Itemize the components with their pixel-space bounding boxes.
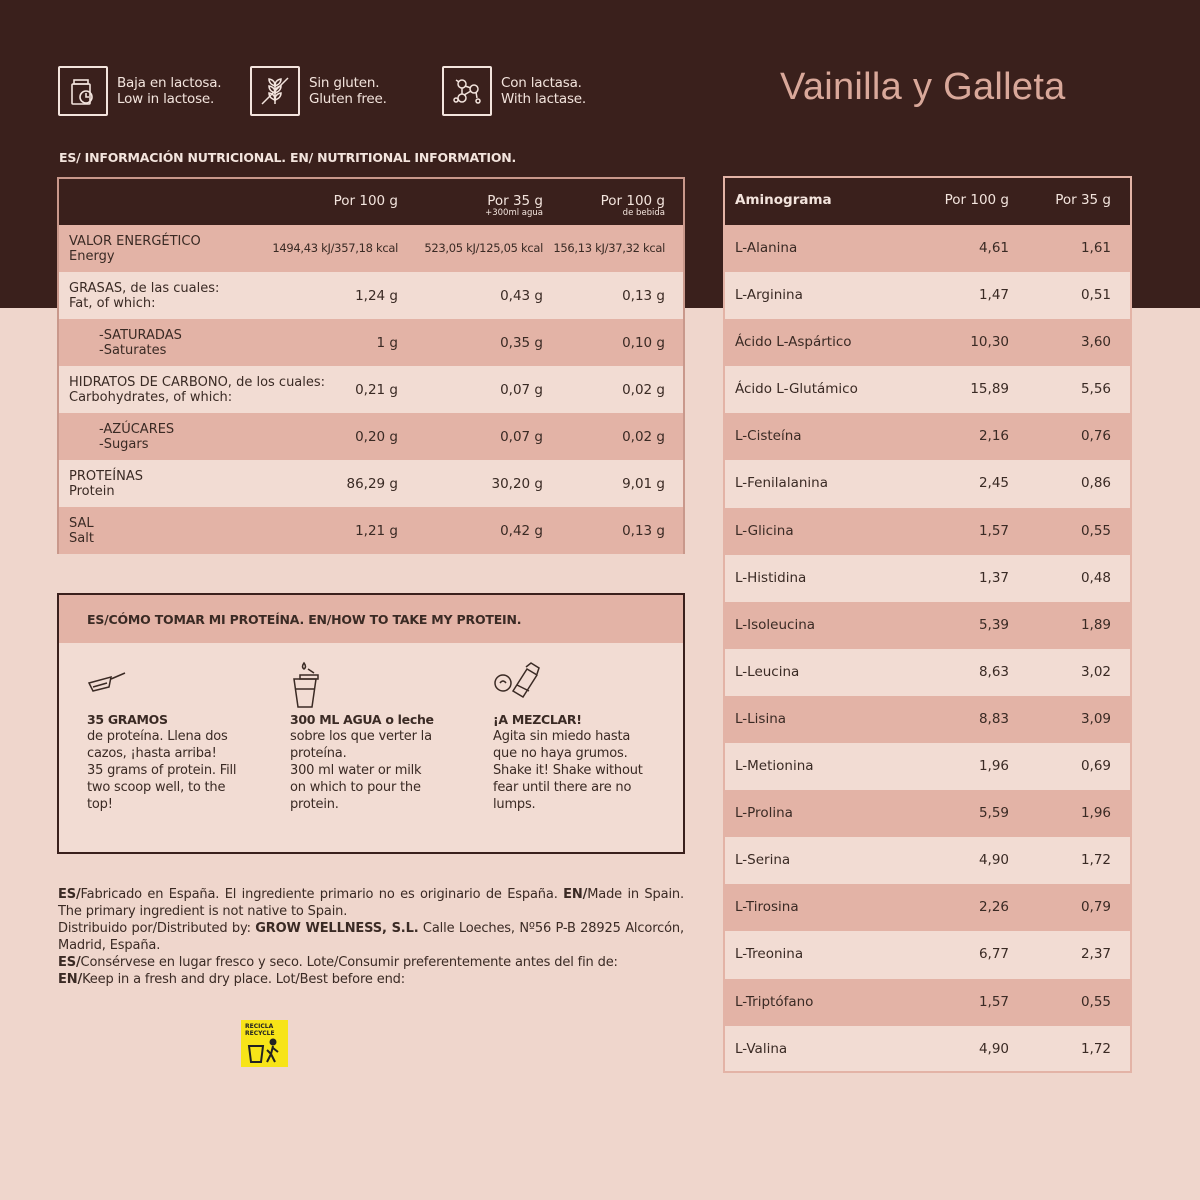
amino-value-per35: 3,02	[1080, 663, 1111, 680]
aminogram-row	[725, 696, 1130, 743]
how-to-step-body: de proteína. Llena dos cazos, ¡hasta arriba! 35 grams of protein. Fill two scoop well, to the top!	[87, 729, 237, 812]
nutrition-value-per35: 523,05 kJ/125,05 kcal	[424, 241, 543, 255]
aminogram-col-per100: Por 100 g	[944, 192, 1009, 208]
aminogram-row	[725, 225, 1130, 272]
amino-acid-name: L-Metionina	[735, 758, 814, 775]
recycle-bin-icon	[247, 1038, 283, 1064]
amino-acid-name: L-Serina	[735, 852, 791, 869]
nutrition-value-per100-drink: 0,13 g	[622, 523, 665, 539]
nutrition-value-per35: 0,35 g	[500, 335, 543, 351]
amino-value-per35: 0,55	[1080, 993, 1111, 1010]
amino-value-per100: 4,90	[978, 1040, 1009, 1057]
how-to-step-body: sobre los que verter la proteína. 300 ml water or milk on which to pour the protein.	[290, 729, 432, 812]
footer-en-tag: EN/	[58, 972, 83, 987]
aminogram-row	[725, 555, 1130, 602]
badge-with-lactase-line1: Con lactasa.	[501, 75, 582, 91]
nutrition-row-fat	[59, 272, 683, 319]
nutrition-row-sugars	[59, 413, 683, 460]
footer-en-tag: EN/	[563, 887, 588, 902]
nutrition-col-per35-label: Por 35 g	[487, 193, 543, 209]
aminogram-row	[725, 790, 1130, 837]
how-to-step-title: 300 ML AGUA o leche	[290, 712, 434, 727]
how-to-step-1	[87, 661, 252, 813]
amino-value-per100: 8,63	[978, 663, 1009, 680]
amino-value-per35: 3,60	[1080, 334, 1111, 351]
nutrition-row-label-en: Fat, of which:	[69, 296, 156, 311]
aminogram-row	[725, 602, 1130, 649]
nutrition-row-label-en: Protein	[69, 484, 115, 499]
shaker-icon	[493, 661, 658, 711]
aminogram-header	[725, 178, 1130, 225]
how-to-heading: ES/CÓMO TOMAR MI PROTEÍNA. EN/HOW TO TAKE MY PROTEIN.	[59, 595, 683, 643]
how-to-box	[57, 593, 685, 854]
amino-acid-name: Ácido L-Aspártico	[735, 334, 852, 351]
footer-origin-es: Fabricado en España. El ingrediente primario no es originario de España.	[80, 887, 564, 902]
amino-acid-name: L-Leucina	[735, 663, 800, 680]
amino-value-per100: 10,30	[970, 334, 1009, 351]
badge-with-lactase-line2: With lactase.	[501, 91, 586, 107]
aminogram-row	[725, 413, 1130, 460]
aminogram-row	[725, 366, 1130, 413]
nutrition-table	[57, 177, 685, 554]
amino-acid-name: L-Tirosina	[735, 899, 799, 916]
how-to-step-2	[290, 661, 455, 813]
nutrition-row-label-es: HIDRATOS DE CARBONO, de los cuales:	[69, 375, 326, 390]
molecule-icon	[442, 66, 492, 116]
amino-value-per35: 0,86	[1080, 475, 1111, 492]
nutrition-col-per35-sub: +300ml agua	[485, 208, 543, 218]
amino-value-per35: 0,76	[1080, 428, 1111, 445]
nutrition-col-per100-drink-sub: de bebida	[622, 208, 665, 218]
nutrition-row-energy	[59, 225, 683, 272]
amino-value-per100: 1,96	[978, 758, 1009, 775]
lactose-jar-icon	[58, 66, 108, 116]
amino-value-per35: 0,55	[1080, 522, 1111, 539]
amino-acid-name: L-Prolina	[735, 805, 793, 822]
amino-acid-name: Ácido L-Glutámico	[735, 381, 858, 398]
amino-value-per100: 1,57	[978, 522, 1009, 539]
nutrition-row-carbohydrates	[59, 366, 683, 413]
nutrition-row-label-es: GRASAS, de las cuales:	[69, 281, 220, 296]
nutrition-value-per100-drink: 0,02 g	[622, 429, 665, 445]
footer-address: Calle Loeches, Nº56 P-B 28925 Alcorcón, Madrid, España.	[58, 921, 684, 953]
aminogram-col-per35: Por 35 g	[1055, 192, 1111, 208]
badge-gluten-free-line2: Gluten free.	[309, 91, 387, 107]
aminogram-row	[725, 837, 1130, 884]
nutrition-value-per100: 1,21 g	[355, 523, 398, 539]
nutrition-row-label-en: Energy	[69, 249, 115, 264]
nutrition-value-per35: 0,42 g	[500, 523, 543, 539]
footer-distributed-label: Distribuido por/Distributed by:	[58, 921, 256, 936]
amino-acid-name: L-Arginina	[735, 287, 803, 304]
nutrition-row-salt	[59, 507, 683, 554]
amino-value-per35: 3,09	[1080, 710, 1111, 727]
nutrition-value-per100-drink: 0,13 g	[622, 288, 665, 304]
amino-value-per35: 5,56	[1080, 381, 1111, 398]
nutrition-value-per100: 0,21 g	[355, 382, 398, 398]
amino-value-per100: 2,45	[978, 475, 1009, 492]
nutrition-row-label-es: PROTEÍNAS	[69, 469, 143, 484]
amino-acid-name: L-Fenilalanina	[735, 475, 828, 492]
footer-es-tag: ES/	[58, 955, 81, 970]
amino-value-per35: 0,79	[1080, 899, 1111, 916]
aminogram-row	[725, 743, 1130, 790]
nutrition-row-label-en: Carbohydrates, of which:	[69, 390, 233, 405]
footer-company: GROW WELLNESS, S.L.	[255, 921, 419, 936]
badge-low-lactose-line2: Low in lactose.	[117, 91, 215, 107]
amino-value-per35: 1,89	[1080, 616, 1111, 633]
legal-footer	[58, 886, 684, 988]
amino-acid-name: L-Cisteína	[735, 428, 802, 445]
amino-acid-name: L-Triptófano	[735, 993, 814, 1010]
nutrition-value-per100-drink: 9,01 g	[622, 476, 665, 492]
amino-value-per35: 0,48	[1080, 569, 1111, 586]
amino-acid-name: L-Glicina	[735, 522, 794, 539]
badge-low-lactose-line1: Baja en lactosa.	[117, 75, 222, 91]
badge-gluten-free-line1: Sin gluten.	[309, 75, 380, 91]
aminogram-row	[725, 319, 1130, 366]
nutrition-col-per100-drink-label: Por 100 g	[600, 193, 665, 209]
amino-value-per35: 1,96	[1080, 805, 1111, 822]
amino-value-per35: 1,72	[1080, 852, 1111, 869]
nutrition-row-label-en: -Sugars	[99, 437, 149, 452]
nutrition-table-header	[59, 179, 683, 225]
footer-storage-es: Consérvese en lugar fresco y seco. Lote/Consumir preferentemente antes del fin de:	[80, 955, 618, 970]
amino-value-per100: 4,61	[978, 240, 1009, 256]
nutrition-heading: ES/ INFORMACIÓN NUTRICIONAL. EN/ NUTRITIONAL INFORMATION.	[59, 150, 517, 165]
aminogram-table	[723, 176, 1132, 1073]
aminogram-row	[725, 649, 1130, 696]
aminogram-row	[725, 931, 1130, 978]
amino-acid-name: L-Histidina	[735, 569, 807, 586]
aminogram-row	[725, 460, 1130, 507]
nutrition-value-per35: 30,20 g	[491, 476, 543, 492]
nutrition-col-per100: Por 100 g	[333, 193, 398, 209]
recycle-line1: RECICLA	[245, 1023, 274, 1030]
wheat-crossed-icon	[250, 66, 300, 116]
amino-value-per35: 1,72	[1080, 1040, 1111, 1057]
amino-value-per100: 5,59	[978, 805, 1009, 822]
aminogram-row	[725, 884, 1130, 931]
amino-value-per100: 1,57	[978, 993, 1009, 1010]
amino-value-per35: 0,69	[1080, 758, 1111, 775]
badge-with-lactase	[442, 66, 586, 116]
nutrition-row-label-en: -Saturates	[99, 343, 167, 358]
nutrition-row-label-es: -SATURADAS	[99, 328, 182, 343]
nutrition-value-per100-drink: 156,13 kJ/37,32 kcal	[553, 241, 665, 255]
amino-value-per100: 15,89	[970, 381, 1009, 398]
nutrition-col-per35	[485, 193, 543, 217]
nutrition-value-per100: 0,20 g	[355, 429, 398, 445]
aminogram-rows	[725, 225, 1130, 1073]
nutrition-value-per35: 0,07 g	[500, 382, 543, 398]
footer-origin-en: Made in Spain. The primary ingredient is not native to Spain.	[58, 887, 684, 919]
amino-value-per35: 0,51	[1080, 287, 1111, 304]
badge-gluten-free	[250, 66, 387, 116]
badge-low-lactose	[58, 66, 221, 116]
aminogram-row	[725, 272, 1130, 319]
amino-acid-name: L-Valina	[735, 1040, 788, 1057]
recycle-label	[241, 1020, 288, 1067]
nutrition-value-per35: 0,43 g	[500, 288, 543, 304]
nutrition-row-label-es: VALOR ENERGÉTICO	[69, 234, 201, 249]
nutrition-col-per100-drink	[601, 193, 665, 217]
nutrition-value-per35: 0,07 g	[500, 429, 543, 445]
aminogram-row	[725, 508, 1130, 555]
aminogram-row	[725, 1026, 1130, 1073]
amino-value-per100: 2,26	[978, 899, 1009, 916]
amino-value-per100: 5,39	[978, 616, 1009, 633]
how-to-step-title: 35 GRAMOS	[87, 712, 168, 727]
nutrition-row-saturates	[59, 319, 683, 366]
amino-value-per100: 1,47	[978, 287, 1009, 304]
amino-value-per100: 1,37	[978, 569, 1009, 586]
footer-storage-en: Keep in a fresh and dry place. Lot/Best before end:	[82, 972, 405, 987]
amino-acid-name: L-Treonina	[735, 946, 804, 963]
nutrition-value-per100-drink: 0,02 g	[622, 382, 665, 398]
aminogram-col-name: Aminograma	[735, 192, 832, 208]
nutrition-value-per100: 1,24 g	[355, 288, 398, 304]
amino-value-per100: 8,83	[978, 710, 1009, 727]
how-to-step-3	[493, 661, 658, 813]
nutrition-value-per100-drink: 0,10 g	[622, 335, 665, 351]
amino-acid-name: L-Alanina	[735, 240, 798, 256]
nutrition-row-label-es: -AZÚCARES	[99, 422, 175, 437]
nutrition-row-protein	[59, 460, 683, 507]
amino-value-per100: 2,16	[978, 428, 1009, 445]
product-title: Vainilla y Galleta	[780, 66, 1066, 108]
nutrition-value-per100: 1 g	[376, 335, 398, 351]
nutrition-row-label-es: SAL	[69, 516, 94, 531]
nutrition-value-per100: 1494,43 kJ/357,18 kcal	[272, 241, 398, 255]
how-to-step-title: ¡A MEZCLAR!	[493, 712, 582, 727]
amino-value-per35: 2,37	[1080, 946, 1111, 963]
nutrition-row-label-en: Salt	[69, 531, 94, 546]
scoop-icon	[87, 661, 252, 711]
amino-value-per100: 6,77	[978, 946, 1009, 963]
amino-acid-name: L-Isoleucina	[735, 616, 816, 633]
amino-value-per100: 4,90	[978, 852, 1009, 869]
how-to-step-body: Agita sin miedo hasta que no haya grumos. Shake it! Shake without fear until there are no lumps.	[493, 729, 643, 812]
aminogram-row	[725, 979, 1130, 1026]
footer-es-tag: ES/	[58, 887, 81, 902]
water-glass-icon	[290, 661, 455, 711]
nutrition-value-per100: 86,29 g	[346, 476, 398, 492]
recycle-line2: RECYCLE	[245, 1030, 275, 1037]
amino-value-per35: 1,61	[1080, 240, 1111, 256]
amino-acid-name: L-Lisina	[735, 710, 787, 727]
